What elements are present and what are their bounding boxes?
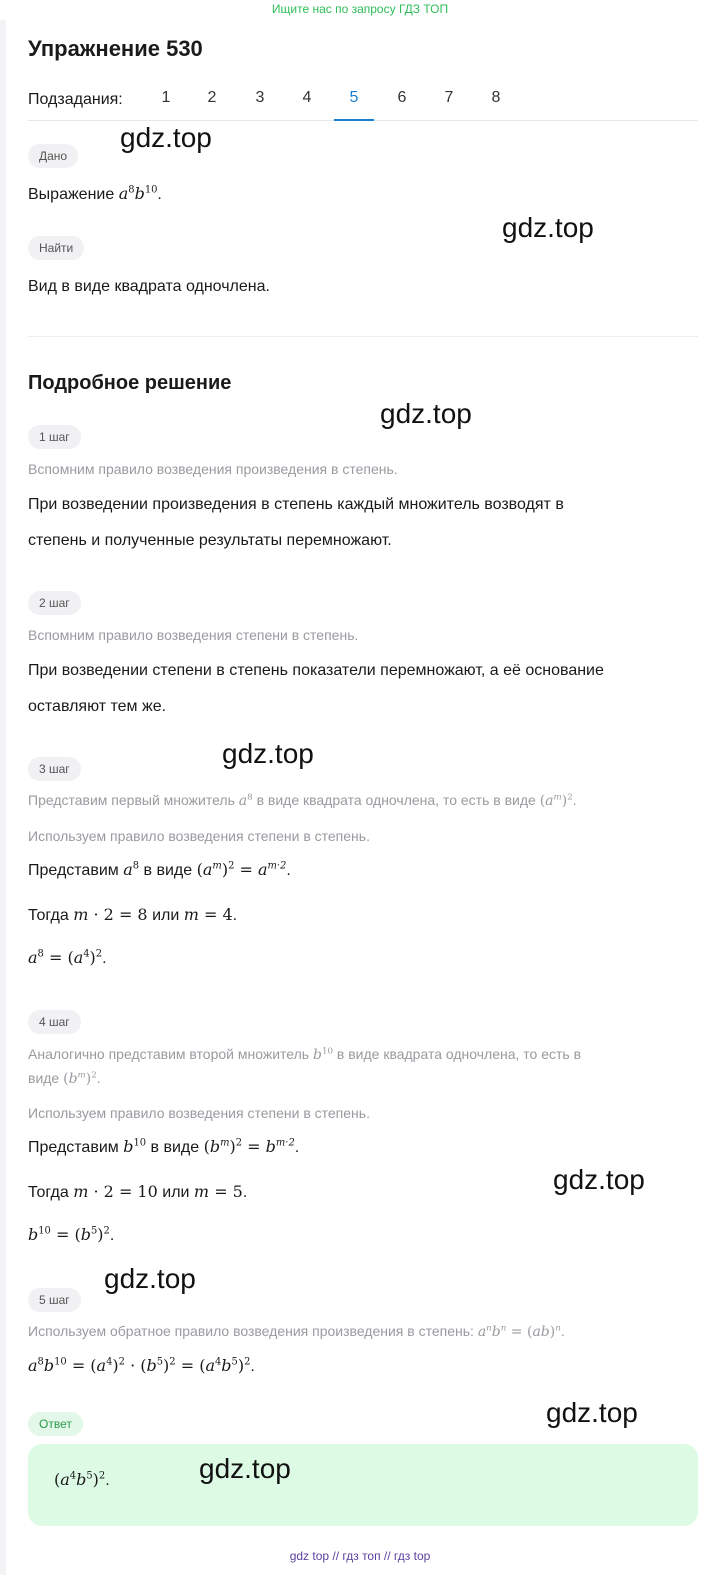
step5-hint: Используем обратное правило возведения произведения в степень: $a^nb^n = (ab)^n$. bbox=[28, 1323, 565, 1340]
step3-result: $a^8 = (a^4)^2$. bbox=[28, 948, 107, 967]
step3-present: Представим $a^8$ в виде $(a^m)^2 = a^{m\cdot 2}$. bbox=[28, 860, 291, 879]
step1-line1: При возведении произведения в степень каждый множитель возводят в bbox=[28, 496, 564, 513]
tab-3[interactable]: 3 bbox=[255, 89, 265, 106]
tab-4[interactable]: 4 bbox=[302, 89, 312, 106]
tab-5[interactable]: 5 bbox=[334, 89, 374, 121]
find-chip: Найти bbox=[28, 236, 84, 260]
step2-line2: оставляют тем же. bbox=[28, 698, 167, 715]
step4-chip: 4 шаг bbox=[28, 1010, 81, 1034]
step5-chip: 5 шаг bbox=[28, 1288, 81, 1312]
step3-then: Тогда m · 2 = 8 или m = 4. bbox=[28, 905, 238, 924]
answer-chip: Ответ bbox=[28, 1412, 83, 1436]
watermark: gdz.top bbox=[199, 1453, 291, 1484]
top-banner[interactable]: Ищите нас по запросу ГДЗ ТОП bbox=[271, 2, 449, 16]
tab-1[interactable]: 1 bbox=[161, 89, 171, 106]
step3-hint2: Используем правило возведения степени в степень. bbox=[28, 828, 370, 844]
find-text: Вид в виде квадрата одночлена. bbox=[28, 278, 270, 295]
watermark: gdz.top bbox=[104, 1263, 196, 1294]
step5-result: $a^8b^{10} = (a^4)^2 \cdot (b^5)^2 = (a^4b^5)^2$. bbox=[28, 1356, 255, 1375]
step4-then: Тогда m · 2 = 10 или m = 5. bbox=[28, 1182, 248, 1201]
step2-chip: 2 шаг bbox=[28, 591, 81, 615]
watermark: gdz.top bbox=[120, 122, 212, 153]
step4-present: Представим $b^{10}$ в виде $(b^m)^2 = b^{m\cdot 2}$. bbox=[28, 1137, 300, 1156]
step1-chip: 1 шаг bbox=[28, 425, 81, 449]
subtasks-label: Подзадания: bbox=[28, 91, 123, 108]
step1-hint: Вспомним правило возведения произведения в степень. bbox=[28, 461, 398, 477]
step2-hint: Вспомним правило возведения степени в степень. bbox=[28, 627, 359, 643]
answer-box bbox=[28, 1444, 698, 1526]
step4-hint2: Используем правило возведения степени в степень. bbox=[28, 1105, 370, 1121]
solution-heading: Подробное решение bbox=[28, 372, 232, 394]
step4-hint-cont: виде $(b^m)^2$. bbox=[28, 1070, 101, 1087]
subtask-tabs bbox=[28, 88, 698, 121]
step3-chip: 3 шаг bbox=[28, 757, 81, 781]
given-chip: Дано bbox=[28, 144, 78, 168]
step4-hint: Аналогично представим второй множитель $b^{10}$ в виде квадрата одночлена, то есть в bbox=[28, 1046, 582, 1063]
step1-line2: степень и полученные результаты перемножают. bbox=[28, 532, 392, 549]
watermark: gdz.top bbox=[380, 398, 472, 429]
watermark: gdz.top bbox=[553, 1164, 645, 1195]
tab-6[interactable]: 6 bbox=[397, 89, 407, 106]
watermark: gdz.top bbox=[222, 738, 314, 769]
watermark: gdz.top bbox=[546, 1397, 638, 1428]
tab-8[interactable]: 8 bbox=[491, 89, 501, 106]
page-title: Упражнение 530 bbox=[28, 36, 203, 61]
step3-hint: Представим первый множитель $a^8$ в виде квадрата одночлена, то есть в виде $(a^m)^2$. bbox=[28, 792, 577, 809]
answer-text: $(a^4b^5)^2$. bbox=[54, 1470, 110, 1489]
watermark: gdz.top bbox=[502, 212, 594, 243]
divider bbox=[28, 336, 698, 337]
step4-result: $b^{10} = (b^5)^2$. bbox=[28, 1225, 115, 1244]
tab-2[interactable]: 2 bbox=[207, 89, 217, 106]
footer-links[interactable]: gdz top // гдз топ // гдз top bbox=[289, 1549, 431, 1563]
tab-7[interactable]: 7 bbox=[444, 89, 454, 106]
step2-line1: При возведении степени в степень показатели перемножают, а её основание bbox=[28, 662, 604, 679]
left-edge-bar bbox=[0, 20, 6, 1575]
given-text: Выражение $a^8b^{10}$. bbox=[28, 184, 162, 203]
